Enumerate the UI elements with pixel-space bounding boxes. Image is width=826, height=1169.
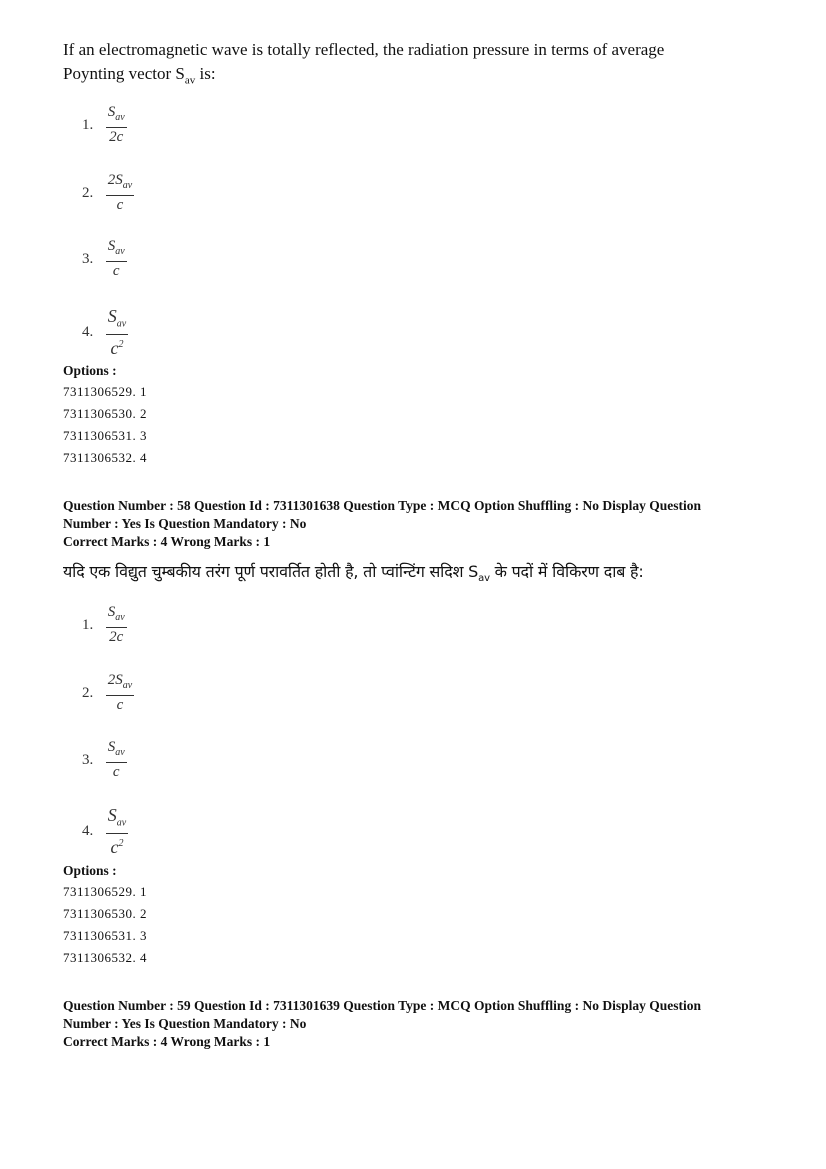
q58-choice-3: 3. $\frac{S_{av}}{c}$: [82, 739, 125, 780]
question-57-line1: If an electromagnetic wave is totally reflected, the radiation pressure in terms of average: [63, 40, 665, 59]
q57-option-4: 7311306532. 4: [63, 450, 148, 465]
fraction: $\frac{S_{av}}{c^2}$: [107, 805, 127, 857]
q57-option-3: 7311306531. 3: [63, 428, 148, 443]
q58-option-2: 7311306530. 2: [63, 906, 148, 921]
fraction: $\frac{S_{av}}{c}$: [107, 739, 125, 780]
fraction: $\frac{2S_{av}}{c}$: [107, 672, 133, 713]
q57-options-label: Options :: [63, 363, 117, 378]
fraction: $\frac{2S_{av}}{c}$: [107, 172, 133, 213]
question-57-line2: Poynting vector $S_{av}$ is:: [63, 64, 216, 87]
question-57-text: [63, 38, 664, 92]
q58-option-4: 7311306532. 4: [63, 950, 148, 965]
q58-option-3: 7311306531. 3: [63, 928, 148, 943]
fraction: $\frac{S_{av}}{c^2}$: [107, 306, 127, 358]
question-58-text: यदि एक विद्युत चुम्बकीय तरंग पूर्ण परावर्तित होती है, तो प्वांन्टिंग सदिश $S_{av}$ के पदों में विकिरण दाब है:: [63, 562, 644, 585]
q57-option-2: 7311306530. 2: [63, 406, 148, 421]
fraction: $\frac{S_{av}}{2c}$: [107, 104, 125, 145]
q57-choice-1: 1. $\frac{S_{av}}{2c}$: [82, 104, 125, 145]
q58-choice-1: 1. $\frac{S_{av}}{2c}$: [82, 604, 125, 645]
q57-choice-4: 4. $\frac{S_{av}}{c^2}$: [82, 306, 127, 358]
q58-choice-2: 2. $\frac{2S_{av}}{c}$: [82, 672, 133, 713]
q58-options-label: Options :: [63, 863, 117, 878]
q57-option-1: 7311306529. 1: [63, 384, 148, 399]
q59-meta: Question Number : 59 Question Id : 7311301639 Question Type : MCQ Option Shuffling : No Display Question Number : Yes Is Question Mandatory : No Correct Marks : 4 Wrong Marks : 1: [63, 998, 701, 1049]
q57-choice-3: 3. $\frac{S_{av}}{c}$: [82, 238, 125, 279]
q58-choice-4: 4. $\frac{S_{av}}{c^2}$: [82, 805, 127, 857]
fraction: $\frac{S_{av}}{c}$: [107, 238, 125, 279]
q58-meta: Question Number : 58 Question Id : 7311301638 Question Type : MCQ Option Shuffling : No Display Question Number : Yes Is Question Mandatory : No Correct Marks : 4 Wrong Marks : 1: [63, 498, 701, 549]
q57-choice-2: 2. $\frac{2S_{av}}{c}$: [82, 172, 133, 213]
fraction: $\frac{S_{av}}{2c}$: [107, 604, 125, 645]
q58-option-1: 7311306529. 1: [63, 884, 148, 899]
